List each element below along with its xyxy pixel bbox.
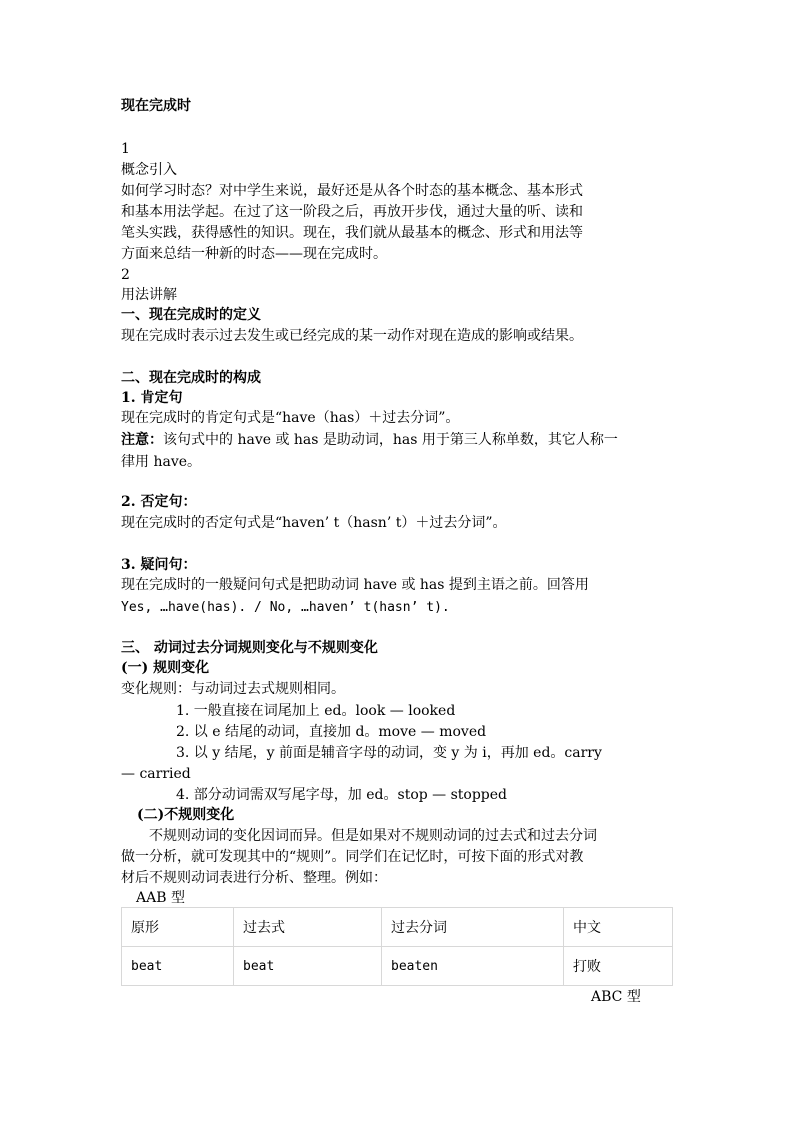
question-answer: Yes, …have(has). / No, …haven’ t(hasn’ t). <box>121 600 450 615</box>
verb-table <box>121 907 673 986</box>
paragraph-line: 方面来总结一种新的时态——现在完成时。 <box>121 246 387 262</box>
regular-intro: 变化规则：与动词过去式规则相同。 <box>121 681 345 697</box>
paragraph-line: 做一分析，就可发现其中的“规则”。同学们在记忆时，可按下面的形式对教 <box>121 849 584 865</box>
paragraph-line: 不规则动词的变化因词而异。但是如果对不规则动词的过去式和过去分词 <box>149 828 597 844</box>
paragraph-line: 和基本用法学起。在过了这一阶段之后，再放开步伐，通过大量的听、读和 <box>121 204 583 220</box>
rule-item: 4. 部分动词需双写尾字母，加 ed。stop — stopped <box>176 787 508 803</box>
table-cell: beaten <box>382 947 564 986</box>
section-number: 2 <box>121 267 130 283</box>
doc-title: 现在完成时 <box>121 98 191 114</box>
rule-item: 3. 以 y 结尾，y 前面是辅音字母的动词，变 y 为 i，再加 ed。carry <box>176 745 602 761</box>
table-header-row <box>122 908 673 947</box>
table-header-cell: 原形 <box>122 908 234 947</box>
rule-item: 1. 一般直接在词尾加上 ed。look — looked <box>176 703 456 719</box>
definition-heading: 一、现在完成时的定义 <box>121 307 261 323</box>
rule-item: 2. 以 e 结尾的动词，直接加 d。move — moved <box>176 724 487 740</box>
note-label: 注意： <box>121 432 163 448</box>
table-header-cell: 过去分词 <box>382 908 564 947</box>
section-heading: 概念引入 <box>121 162 177 178</box>
paragraph-line: 笔头实践，获得感性的知识。现在，我们就从最基本的概念、形式和用法等 <box>121 225 583 241</box>
irregular-heading: (二)不规则变化 <box>137 807 235 823</box>
negative-text: 现在完成时的否定句式是“haven’ t（hasn’ t）＋过去分词”。 <box>121 515 507 531</box>
table-row <box>122 947 673 986</box>
aab-label: AAB 型 <box>136 890 185 906</box>
paragraph-line: 材后不规则动词表进行分析、整理。例如： <box>121 870 387 886</box>
table-header-cell: 过去式 <box>234 908 382 947</box>
question-heading: 3. 疑问句： <box>121 557 197 573</box>
abc-label: ABC 型 <box>591 989 641 1005</box>
affirmative-text: 现在完成时的肯定句式是“have（has）＋过去分词”。 <box>121 410 460 426</box>
section-heading: 用法讲解 <box>121 287 177 303</box>
form-heading: 二、现在完成时的构成 <box>121 370 261 386</box>
paragraph-line: 如何学习时态？对中学生来说，最好还是从各个时态的基本概念、基本形式 <box>121 183 583 199</box>
rules-heading: 三、 动词过去分词规则变化与不规则变化 <box>121 640 378 656</box>
table-cell: beat <box>234 947 382 986</box>
rule-item-cont: — carried <box>121 766 191 782</box>
affirmative-heading: 1. 肯定句 <box>121 390 183 406</box>
table-header-cell: 中文 <box>564 908 673 947</box>
section-number: 1 <box>121 141 130 157</box>
question-text: 现在完成时的一般疑问句式是把助动词 have 或 has 提到主语之前。回答用 <box>121 577 589 593</box>
table-cell: beat <box>122 947 234 986</box>
table-cell: 打败 <box>564 947 673 986</box>
note-text: 该句式中的 have 或 has 是助动词，has 用于第三人称单数，其它人称一 <box>163 432 618 448</box>
negative-heading: 2. 否定句： <box>121 494 197 510</box>
note-line <box>121 430 618 451</box>
definition-text: 现在完成时表示过去发生或已经完成的某一动作对现在造成的影响或结果。 <box>121 328 583 344</box>
note-text-cont: 律用 have。 <box>121 454 202 470</box>
regular-heading: (一) 规则变化 <box>121 660 210 676</box>
